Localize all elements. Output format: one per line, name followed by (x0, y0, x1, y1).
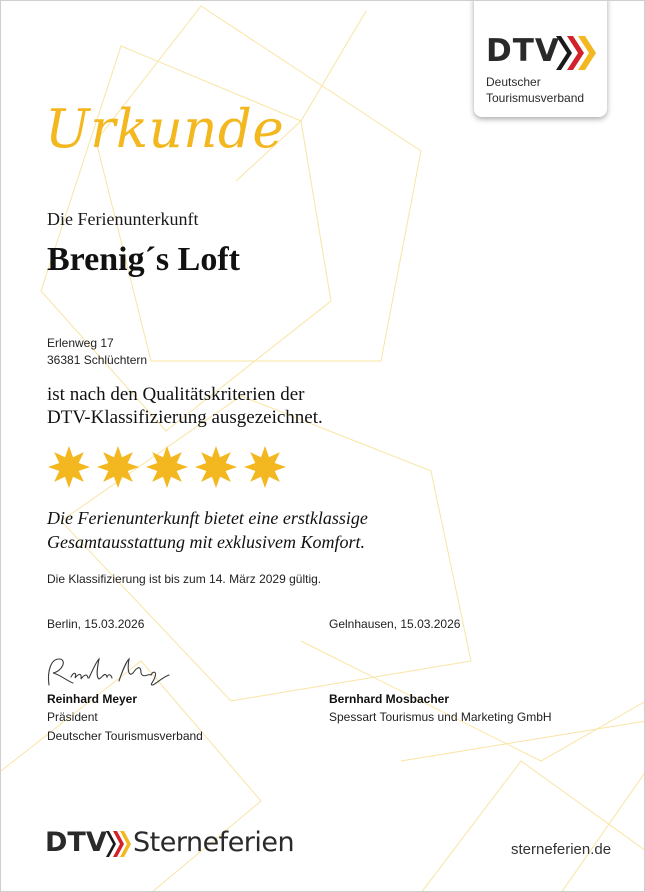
star-icon (146, 446, 188, 488)
signatory-name-right: Bernhard Mosbacher (329, 692, 450, 706)
place-date-right: Gelnhausen, 15.03.2026 (329, 617, 461, 631)
dtv-logo-badge (474, 0, 607, 117)
property-name: Brenig´s Loft (47, 241, 240, 278)
logo-subtitle-line2: Tourismusverband (486, 91, 585, 105)
signatory-org-right: Spessart Tourismus und Marketing GmbH (329, 710, 552, 724)
logo-subtitle-line1: Deutscher (486, 75, 541, 89)
signatory-role-left: Präsident (47, 710, 98, 724)
footer-dtv-text: DTV (45, 827, 107, 858)
star-icon (244, 446, 286, 488)
place-date-left: Berlin, 15.03.2026 (47, 617, 145, 631)
footer-brand-name: Sterneferien (133, 827, 295, 858)
description-line2: Gesamtausstattung mit exklusivem Komfort. (47, 532, 365, 552)
signatory-org-left: Deutscher Tourismusverband (47, 729, 203, 743)
certificate-subtitle: Die Ferienunterkunft (47, 209, 199, 229)
handwritten-signature (41, 651, 181, 691)
footer-chevrons-icon (105, 829, 131, 859)
description-line1: Die Ferienunterkunft bietet eine erstklassige (47, 508, 368, 528)
certificate-title: Urkunde (45, 99, 285, 160)
dtv-logo-text: DTV (486, 33, 560, 69)
star-rating (47, 445, 297, 489)
address-street: Erlenweg 17 (47, 336, 114, 350)
signatory-name-left: Reinhard Meyer (47, 692, 138, 706)
star-icon (48, 446, 90, 488)
address-city: 36381 Schlüchtern (47, 353, 148, 367)
footer-url: sterneferien.de (511, 841, 612, 858)
star-icon (195, 446, 237, 488)
chevrons-icon (554, 33, 598, 73)
star-icon (97, 446, 139, 488)
award-text-line1: ist nach den Qualitätskriterien der (47, 384, 305, 405)
award-text-line2: DTV-Klassifizierung ausgezeichnet. (47, 407, 323, 428)
validity-text: Die Klassifizierung ist bis zum 14. März 2029 gültig. (47, 572, 322, 586)
